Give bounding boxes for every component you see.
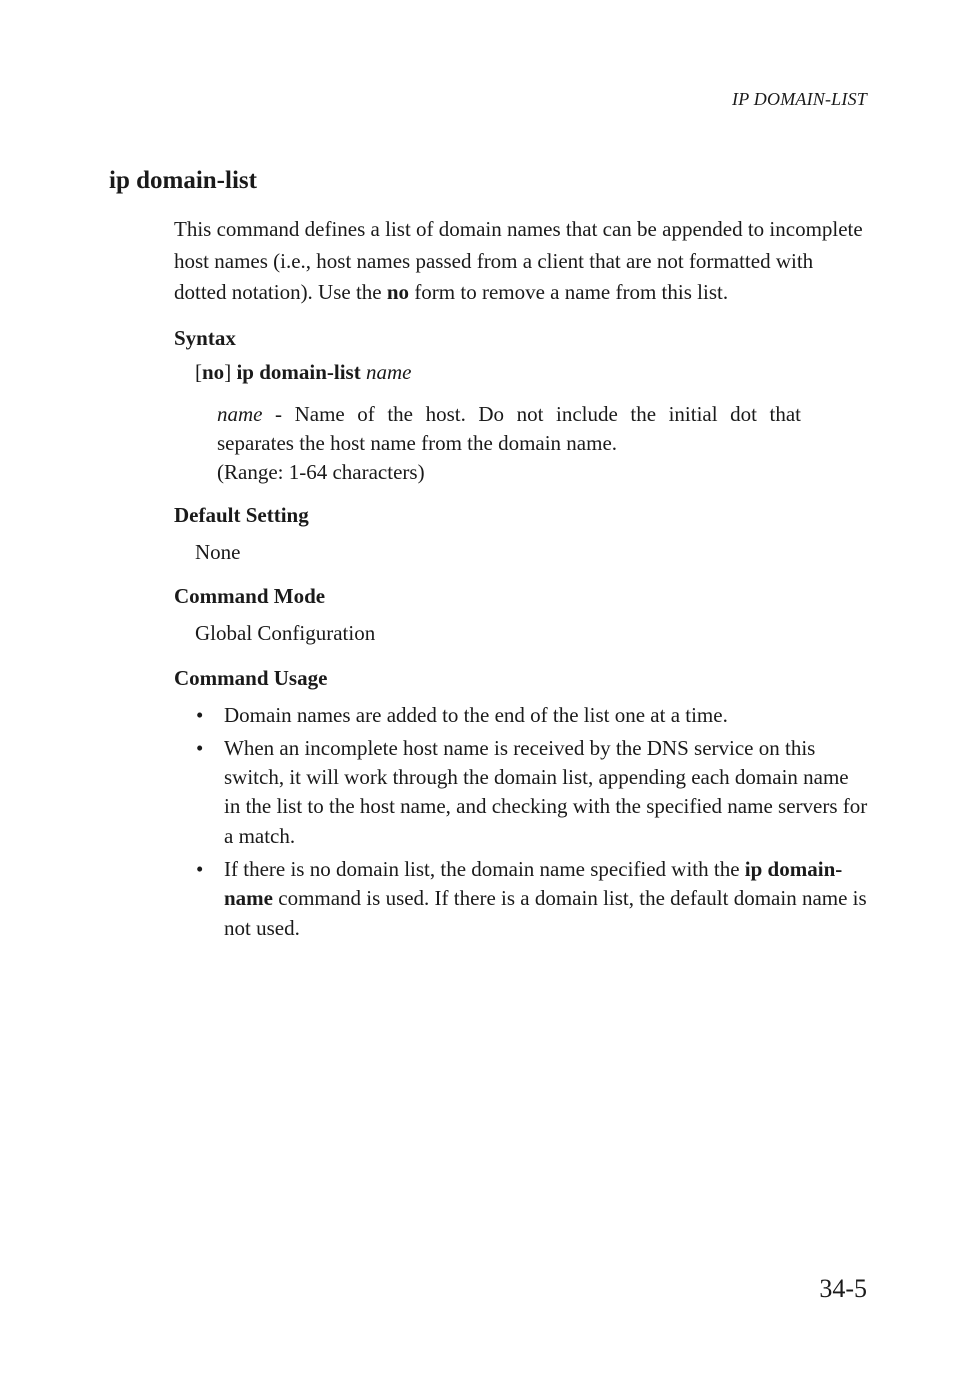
- list-item: [174, 855, 868, 943]
- param-name: name: [217, 401, 263, 426]
- param-line-1: [217, 400, 801, 429]
- usage-item-1-text: Domain names are added to the end of the list one at a time.: [224, 702, 728, 727]
- usage-item-3-part1: If there is no domain list, the domain name specified with the: [224, 856, 745, 881]
- syntax-open-bracket: [: [195, 359, 202, 384]
- usage-item-2-text: When an incomplete host name is received by the DNS service on this switch, it will work through the domain list, appending each domain name in the list to the host name, and checking with the specified name servers for a match.: [224, 735, 868, 848]
- param-text-1: - Name of the host. Do not include the initial dot that: [262, 401, 801, 426]
- param-line-2: separates the host name from the domain name.: [217, 430, 618, 455]
- syntax-heading: Syntax: [174, 325, 236, 350]
- bullet-icon: •: [196, 856, 204, 881]
- usage-list: [174, 701, 868, 943]
- intro-text-part2: form to remove a name from this list.: [409, 280, 729, 304]
- command-usage-heading: Command Usage: [174, 665, 328, 690]
- page-number: 34-5: [819, 1274, 867, 1303]
- intro-text-part1: This command defines a list of domain names that can be appended to incomplete host names (i.e., host names passed from a client that are not formatted with dotted notation). Use the: [174, 217, 863, 304]
- default-setting-value: None: [195, 539, 241, 564]
- default-setting-heading: Default Setting: [174, 502, 309, 527]
- intro-no-keyword: no: [386, 280, 410, 304]
- running-header: IP DOMAIN-LIST: [732, 89, 867, 109]
- bullet-icon: •: [196, 702, 204, 727]
- syntax-close-bracket: ]: [224, 359, 232, 384]
- param-line-3: (Range: 1-64 characters): [217, 459, 425, 484]
- usage-item-3-part2: command is used. If there is a domain list, the default domain name is not used.: [224, 886, 867, 940]
- list-item: [174, 701, 868, 730]
- command-mode-value: Global Configuration: [195, 620, 376, 645]
- parameter-description: [217, 400, 801, 487]
- syntax-argument: name: [365, 359, 412, 384]
- intro-paragraph: [174, 214, 868, 309]
- syntax-command: ip domain-list: [236, 359, 361, 384]
- section-title: ip domain-list: [109, 167, 257, 194]
- bullet-icon: •: [196, 735, 204, 760]
- list-item: [174, 734, 868, 851]
- syntax-line: [195, 360, 868, 385]
- syntax-no-keyword: no: [202, 359, 225, 384]
- content-body: [174, 214, 868, 947]
- command-mode-heading: Command Mode: [174, 583, 326, 608]
- usage-item-3-command: ip domain-name: [224, 856, 843, 911]
